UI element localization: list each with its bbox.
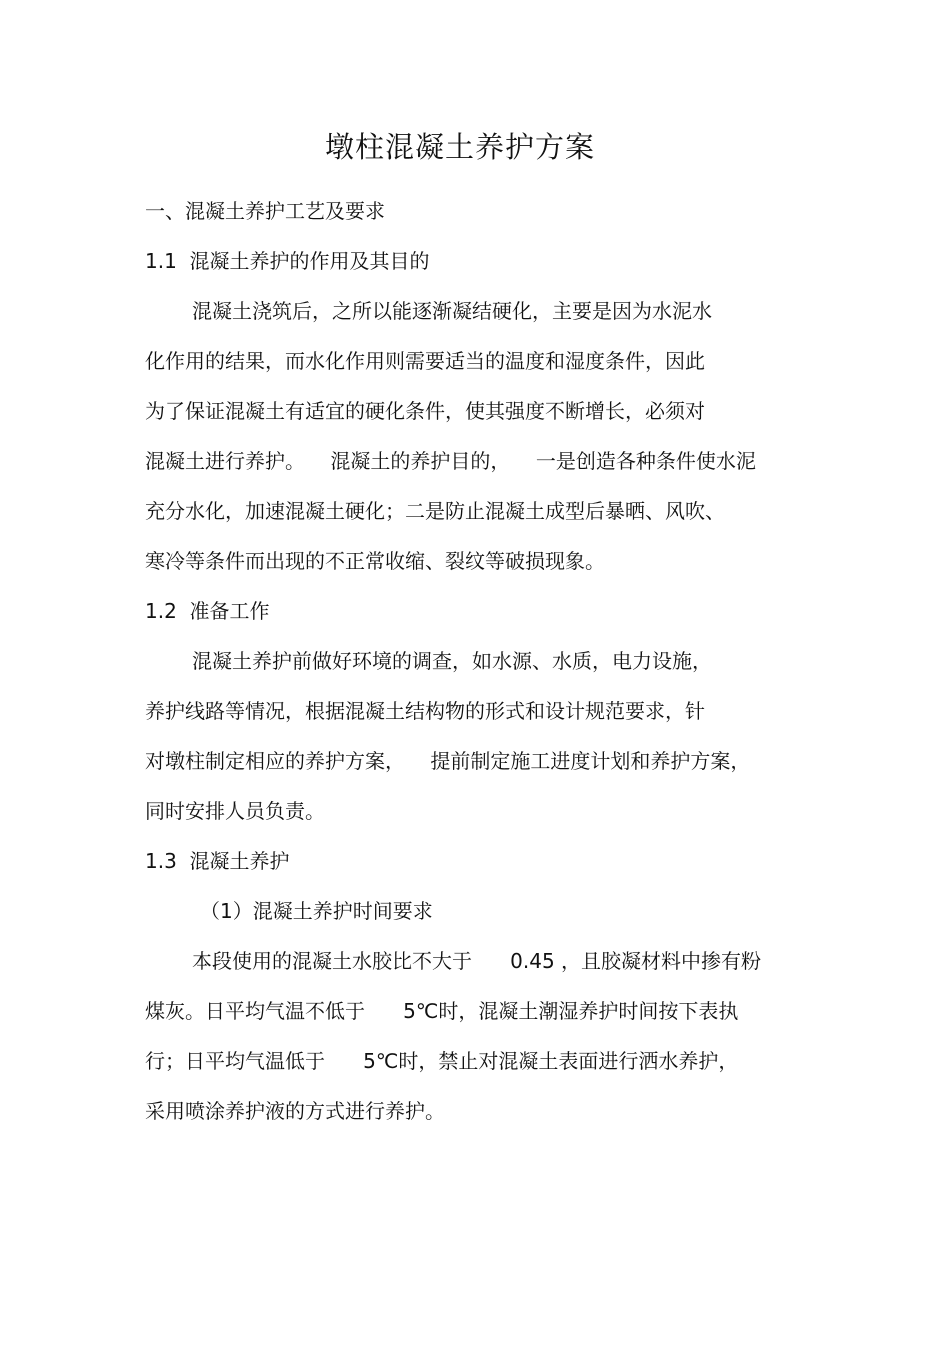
paragraph-line: 行；日平均气温低于 5℃时，禁止对混凝土表面进行洒水养护， <box>145 1049 739 1073</box>
paragraph-line: 煤灰。日平均气温不低于 5℃时，混凝土潮湿养护时间按下表执 <box>145 999 739 1023</box>
section-heading: 一、混凝土养护工艺及要求 <box>145 199 385 223</box>
paragraph-line: 混凝土进行养护。 混凝土的养护目的， 一是创造各种条件使水泥 <box>145 449 756 473</box>
subsection-heading-1-2: 1.2 准备工作 <box>145 599 270 623</box>
paragraph-line: 本段使用的混凝土水胶比不大于 0.45 ，且胶凝材料中掺有粉 <box>192 949 762 973</box>
paragraph-line: 充分水化，加速混凝土硬化；二是防止混凝土成型后暴晒、风吹、 <box>145 499 725 523</box>
paragraph-line: 同时安排人员负责。 <box>145 799 325 823</box>
document-title: 墩柱混凝土养护方案 <box>324 130 595 164</box>
paragraph-line: 对墩柱制定相应的养护方案， 提前制定施工进度计划和养护方案， <box>145 749 751 773</box>
paragraph-line: 寒冷等条件而出现的不正常收缩、裂纹等破损现象。 <box>145 549 605 573</box>
paragraph-line: 化作用的结果，而水化作用则需要适当的温度和湿度条件，因此 <box>145 349 705 373</box>
paragraph-line: 养护线路等情况，根据混凝土结构物的形式和设计规范要求，针 <box>145 699 705 723</box>
paragraph-line: 为了保证混凝土有适宜的硬化条件，使其强度不断增长，必须对 <box>145 399 705 423</box>
subsection-heading-1-1: 1.1 混凝土养护的作用及其目的 <box>145 249 430 273</box>
paragraph-line: 混凝土浇筑后，之所以能逐渐凝结硬化，主要是因为水泥水 <box>192 299 712 323</box>
paragraph-line: 混凝土养护前做好环境的调查，如水源、水质，电力设施， <box>192 649 712 673</box>
paragraph-line: 采用喷涂养护液的方式进行养护。 <box>145 1099 445 1123</box>
subsection-heading-1-3: 1.3 混凝土养护 <box>145 849 290 873</box>
list-item: （1）混凝土养护时间要求 <box>200 899 433 923</box>
